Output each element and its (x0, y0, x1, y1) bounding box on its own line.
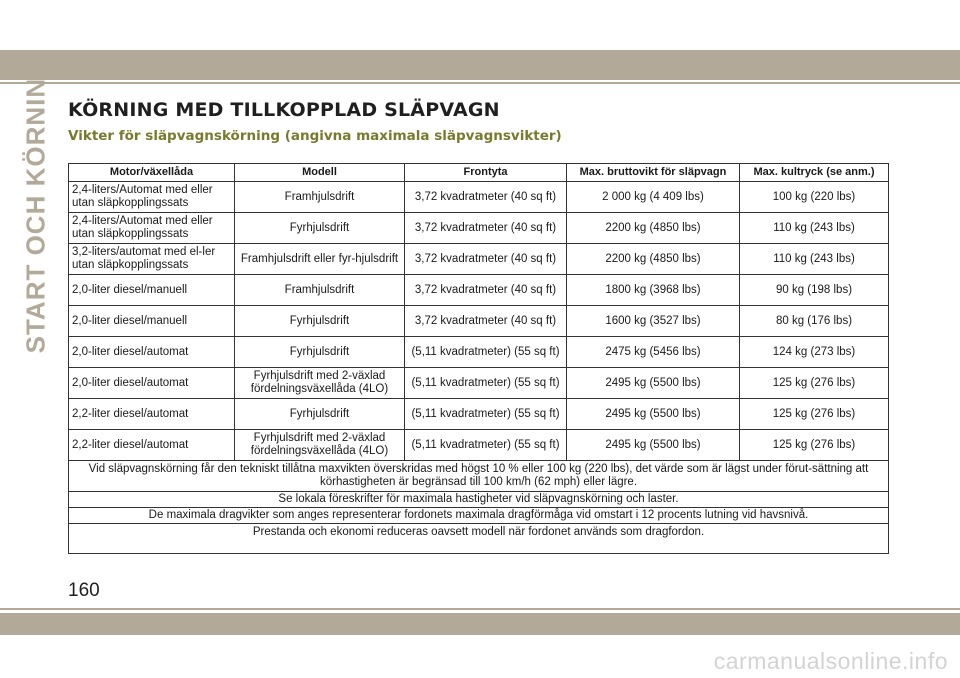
cell-frontal-area: 3,72 kvadratmeter (40 sq ft) (405, 244, 567, 275)
table-row (69, 213, 889, 244)
cell-engine: 2,0-liter diesel/manuell (69, 306, 235, 337)
cell-frontal-area: (5,11 kvadratmeter) (55 sq ft) (405, 368, 567, 399)
table-header-row (69, 164, 889, 182)
cell-trailer-weight: 2200 kg (4850 lbs) (567, 244, 740, 275)
towing-weights-table (68, 163, 889, 554)
header-model: Modell (235, 164, 405, 182)
cell-tongue-weight: 90 kg (198 lbs) (740, 275, 889, 306)
cell-frontal-area: 3,72 kvadratmeter (40 sq ft) (405, 306, 567, 337)
cell-trailer-weight: 2495 kg (5500 lbs) (567, 368, 740, 399)
section-side-label (20, 56, 52, 354)
table-note-row (69, 508, 889, 524)
cell-model: Fyrhjulsdrift (235, 399, 405, 430)
bottom-decor-band (0, 613, 960, 635)
table-row (69, 244, 889, 275)
section-side-label-text: START OCH KÖRNING (20, 56, 51, 354)
cell-trailer-weight: 2475 kg (5456 lbs) (567, 337, 740, 368)
note-max-towing: De maximala dragvikter som anges representerar fordonets maximala dragförmåga vid omstart i 12 procents lutning vid havsnivå. (69, 508, 889, 524)
table-row (69, 399, 889, 430)
table-note-row (69, 492, 889, 508)
cell-trailer-weight: 2495 kg (5500 lbs) (567, 399, 740, 430)
cell-tongue-weight: 100 kg (220 lbs) (740, 182, 889, 213)
cell-trailer-weight: 1600 kg (3527 lbs) (567, 306, 740, 337)
watermark: carmanualsonline.info (713, 648, 948, 674)
header-max-trailer-weight: Max. bruttovikt för släpvagn (567, 164, 740, 182)
cell-engine: 2,0-liter diesel/manuell (69, 275, 235, 306)
cell-trailer-weight: 2495 kg (5500 lbs) (567, 430, 740, 461)
cell-trailer-weight: 2200 kg (4850 lbs) (567, 213, 740, 244)
table-row (69, 337, 889, 368)
top-decor-line (0, 82, 960, 84)
table-row (69, 182, 889, 213)
page-title: KÖRNING MED TILLKOPPLAD SLÄPVAGN (68, 99, 500, 121)
cell-frontal-area: (5,11 kvadratmeter) (55 sq ft) (405, 399, 567, 430)
cell-frontal-area: 3,72 kvadratmeter (40 sq ft) (405, 275, 567, 306)
cell-frontal-area: (5,11 kvadratmeter) (55 sq ft) (405, 337, 567, 368)
cell-frontal-area: 3,72 kvadratmeter (40 sq ft) (405, 182, 567, 213)
cell-engine: 2,0-liter diesel/automat (69, 368, 235, 399)
cell-tongue-weight: 124 kg (273 lbs) (740, 337, 889, 368)
note-tolerance: Vid släpvagnskörning får den tekniskt tillåtna maxvikten överskridas med högst 10 % eller 100 kg (220 lbs), det värde som är lägst under förut-sättning att körhastigheten är begränsad till 100 km/h (62 mph) eller lägre. (69, 461, 889, 492)
cell-engine: 3,2-liters/automat med el-ler utan släpkopplingssats (69, 244, 235, 275)
cell-tongue-weight: 125 kg (276 lbs) (740, 368, 889, 399)
cell-engine: 2,2-liter diesel/automat (69, 430, 235, 461)
cell-model: Fyrhjulsdrift med 2-växlad fördelningsväxellåda (4LO) (235, 430, 405, 461)
table-note-row (69, 461, 889, 492)
cell-engine: 2,2-liter diesel/automat (69, 399, 235, 430)
page-number: 160 (68, 580, 100, 601)
cell-model: Fyrhjulsdrift (235, 337, 405, 368)
cell-model: Framhjulsdrift (235, 275, 405, 306)
cell-engine: 2,4-liters/Automat med eller utan släpkopplingssats (69, 213, 235, 244)
cell-model: Framhjulsdrift (235, 182, 405, 213)
cell-trailer-weight: 1800 kg (3968 lbs) (567, 275, 740, 306)
cell-tongue-weight: 80 kg (176 lbs) (740, 306, 889, 337)
table-row (69, 430, 889, 461)
cell-model: Framhjulsdrift eller fyr-hjulsdrift (235, 244, 405, 275)
cell-tongue-weight: 125 kg (276 lbs) (740, 399, 889, 430)
table-row (69, 306, 889, 337)
cell-frontal-area: (5,11 kvadratmeter) (55 sq ft) (405, 430, 567, 461)
cell-engine: 2,4-liters/Automat med eller utan släpkopplingssats (69, 182, 235, 213)
cell-engine: 2,0-liter diesel/automat (69, 337, 235, 368)
cell-frontal-area: 3,72 kvadratmeter (40 sq ft) (405, 213, 567, 244)
cell-model: Fyrhjulsdrift (235, 306, 405, 337)
cell-model: Fyrhjulsdrift med 2-växlad fördelningsväxellåda (4LO) (235, 368, 405, 399)
table-note-row (69, 524, 889, 554)
table-row (69, 368, 889, 399)
bottom-decor-line (0, 608, 960, 610)
header-frontal-area: Frontyta (405, 164, 567, 182)
cell-model: Fyrhjulsdrift (235, 213, 405, 244)
note-performance: Prestanda och ekonomi reduceras oavsett modell när fordonet används som dragfordon. (69, 524, 889, 554)
header-max-tongue-weight: Max. kultryck (se anm.) (740, 164, 889, 182)
top-decor-band (0, 50, 960, 80)
table-row (69, 275, 889, 306)
cell-tongue-weight: 125 kg (276 lbs) (740, 430, 889, 461)
note-local-regulations: Se lokala föreskrifter för maximala hastigheter vid släpvagnskörning och laster. (69, 492, 889, 508)
page-subtitle: Vikter för släpvagnskörning (angivna maximala släpvagnsvikter) (68, 128, 562, 144)
cell-tongue-weight: 110 kg (243 lbs) (740, 213, 889, 244)
cell-tongue-weight: 110 kg (243 lbs) (740, 244, 889, 275)
header-engine: Motor/växellåda (69, 164, 235, 182)
cell-trailer-weight: 2 000 kg (4 409 lbs) (567, 182, 740, 213)
